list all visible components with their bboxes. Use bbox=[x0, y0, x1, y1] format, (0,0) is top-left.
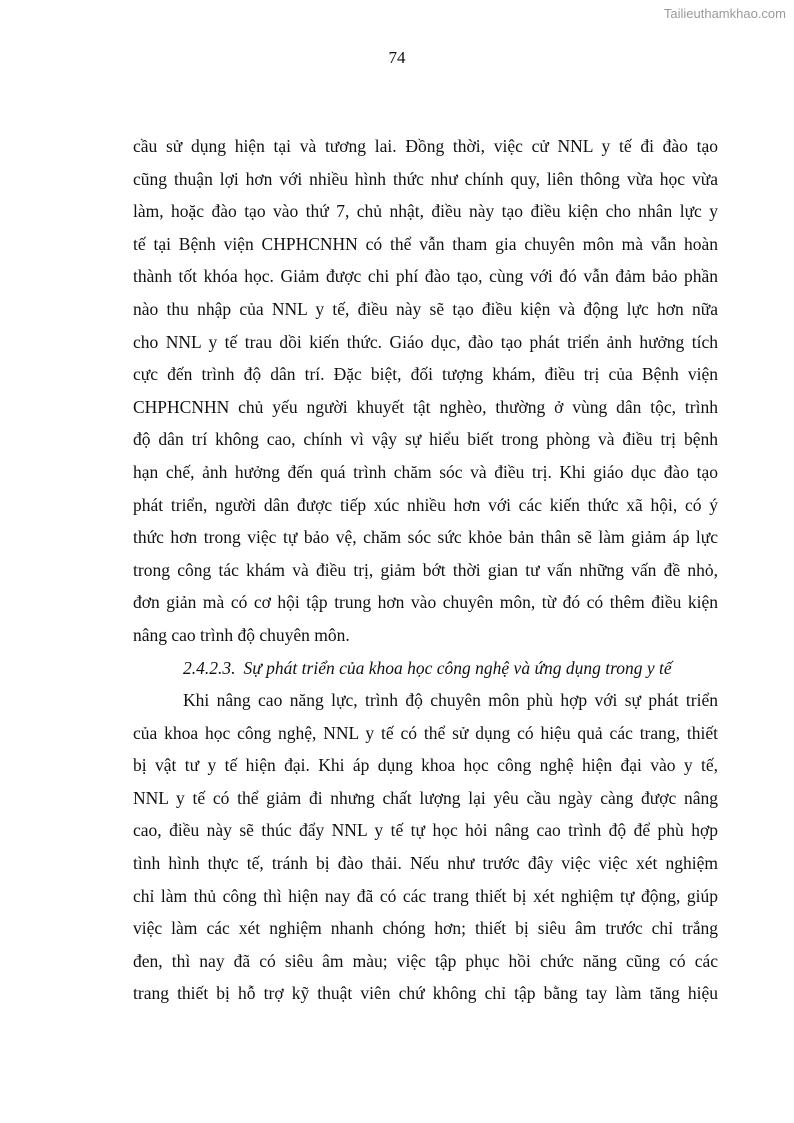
text-line: làm, hoặc đào tạo vào thứ 7, chủ nhật, điều này tạo điều kiện cho nhân lực y bbox=[133, 201, 718, 222]
paragraph-1 bbox=[133, 130, 718, 652]
text-line: tế tại Bệnh viện CHPHCNHN có thể vẫn tham gia chuyên môn mà vẫn hoàn bbox=[133, 233, 718, 254]
text-line: của khoa học công nghệ, NNL y tế có thể sử dụng có hiệu quả các trang, thiết bbox=[133, 722, 718, 743]
text-line: chỉ làm thủ công thì hiện nay đã có các trang thiết bị xét nghiệm tự động, giúp bbox=[133, 885, 718, 906]
text-line: tình hình thực tế, tránh bị đào thải. Nếu như trước đây việc việc xét nghiệm bbox=[133, 853, 718, 874]
text-line: cực đến trình độ dân trí. Đặc biệt, đối tượng khám, điều trị của Bệnh viện bbox=[133, 364, 718, 385]
paragraph-2 bbox=[133, 684, 718, 1010]
text-line: bị vật tư y tế hiện đại. Khi áp dụng khoa học công nghệ hiện đại vào y tế, bbox=[133, 755, 718, 776]
text-line: cầu sử dụng hiện tại và tương lai. Đồng thời, việc cử NNL y tế đi đào tạo bbox=[133, 136, 718, 156]
section-heading bbox=[133, 652, 718, 685]
section-title: Sự phát triển của khoa học công nghệ và ứng dụng trong y tế bbox=[243, 657, 672, 678]
section-number: 2.4.2.3. bbox=[183, 657, 236, 678]
text-line: CHPHCNHN chủ yếu người khuyết tật nghèo, thường ở vùng dân tộc, trình bbox=[133, 396, 718, 417]
text-line: nào thu nhập của NNL y tế, điều này sẽ tạo điều kiện và động lực hơn nữa bbox=[133, 298, 718, 319]
text-line: Khi nâng cao năng lực, trình độ chuyên môn phù hợp với sự phát triển bbox=[183, 690, 718, 711]
page-number: 74 bbox=[388, 48, 406, 67]
text-line: cao, điều này sẽ thúc đẩy NNL y tế tự học hỏi nâng cao trình độ để phù hợp bbox=[133, 820, 718, 841]
text-line: việc làm các xét nghiệm nhanh chóng hơn; thiết bị siêu âm trước chỉ trắng bbox=[133, 918, 718, 939]
watermark: Tailieuthamkhao.com bbox=[663, 6, 786, 21]
text-line: đen, thì nay đã có siêu âm màu; việc tập phục hồi chức năng cũng có các bbox=[133, 950, 718, 971]
text-line: cho NNL y tế trau dồi kiến thức. Giáo dục, đào tạo phát triển ảnh hưởng tích bbox=[133, 331, 718, 352]
text-line: độ dân trí không cao, chính vì vậy sự hiểu biết trong phòng và điều trị bệnh bbox=[133, 429, 718, 450]
document-body bbox=[133, 130, 718, 1010]
text-line: thành tốt khóa học. Giảm được chi phí đào tạo, cùng với đó vẫn đảm bảo phần bbox=[133, 266, 718, 287]
text-line: hạn chế, ảnh hưởng đến quá trình chăm sóc và điều trị. Khi giáo dục đào tạo bbox=[133, 461, 718, 482]
text-line: nâng cao trình độ chuyên môn. bbox=[133, 624, 350, 645]
text-line: thức hơn trong việc tự bảo vệ, chăm sóc sức khỏe bản thân sẽ làm giảm áp lực bbox=[133, 527, 718, 548]
text-line: NNL y tế có thể giảm đi nhưng chất lượng lại yêu cầu ngày càng được nâng bbox=[133, 787, 718, 808]
text-line: trang thiết bị hỗ trợ kỹ thuật viên chứ không chỉ tập bằng tay làm tăng hiệu bbox=[133, 983, 718, 1004]
text-line: cũng thuận lợi hơn với nhiều hình thức như chính quy, liên thông vừa học vừa bbox=[133, 168, 718, 189]
text-line: trong công tác khám và điều trị, giảm bớt thời gian tư vấn những vấn đề nhỏ, bbox=[133, 559, 718, 580]
text-line: đơn giản mà có cơ hội tập trung hơn vào chuyên môn, từ đó có thêm điều kiện bbox=[133, 592, 718, 613]
text-line: phát triển, người dân được tiếp xúc nhiều hơn với các kiến thức xã hội, có ý bbox=[133, 494, 718, 515]
